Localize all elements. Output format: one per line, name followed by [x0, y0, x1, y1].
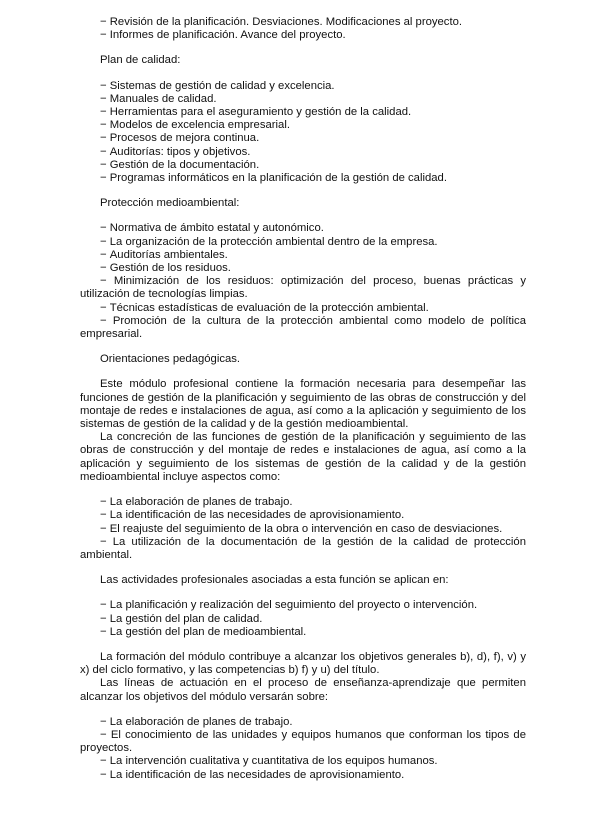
list-item: − La planificación y realización del seguimiento del proyecto o intervención. [80, 599, 526, 612]
paragraph: La concreción de las funciones de gestión de la planificación y seguimiento de las obras de construcción y del montaje de redes e instalaciones de agua, así como a la aplicación y seguimiento de los sistemas de gestión de la calidad y de la gestión medioambiental incluye aspectos como: [80, 431, 526, 483]
list-item: − Modelos de excelencia empresarial. [80, 119, 526, 132]
section-heading-medioambiental: Protección medioambiental: [100, 197, 240, 210]
list-item: − Auditorías ambientales. [80, 249, 526, 262]
list-item: − La identificación de las necesidades de aprovisionamiento. [80, 769, 526, 782]
paragraph: La formación del módulo contribuye a alcanzar los objetivos generales b), d), f), v) y x) del ciclo formativo, y las competencias b) f) y u) del título. [80, 650, 526, 677]
list-item: − Herramientas para el aseguramiento y gestión de la calidad. [80, 106, 526, 119]
list-item: − La intervención cualitativa y cuantitativa de los equipos humanos. [80, 755, 526, 768]
list-item: − Gestión de la documentación. [80, 159, 526, 172]
list-item: − Técnicas estadísticas de evaluación de la protección ambiental. [80, 302, 526, 315]
list-item: − Procesos de mejora continua. [80, 132, 526, 145]
document-page [80, 16, 526, 782]
list-item: − Promoción de la cultura de la protección ambiental como modelo de política empresarial. [80, 315, 526, 341]
paragraph: Este módulo profesional contiene la formación necesaria para desempeñar las funciones de gestión de la planificación y seguimiento de las obras de construcción y del montaje de redes e instalaciones de agua, así como a la aplicación y seguimiento de los sistemas de gestión de la calidad y de la gestión medioambiental. [80, 378, 526, 431]
list-item: − El conocimiento de las unidades y equipos humanos que conforman los tipos de proyectos. [80, 729, 526, 755]
section-heading-calidad: Plan de calidad: [100, 54, 181, 67]
list-item: − Manuales de calidad. [80, 93, 526, 106]
list-item: − Revisión de la planificación. Desviaciones. Modificaciones al proyecto. [80, 16, 526, 29]
paragraph: Las actividades profesionales asociadas a esta función se aplican en: [100, 574, 449, 587]
list-item: − Informes de planificación. Avance del proyecto. [80, 29, 526, 42]
list-item: − Gestión de los residuos. [80, 262, 526, 275]
list-item: − Programas informáticos en la planificación de la gestión de calidad. [80, 172, 526, 185]
list-item: − Auditorías: tipos y objetivos. [80, 146, 526, 159]
list-item: − La utilización de la documentación de la gestión de la calidad de protección ambiental. [80, 536, 526, 562]
section-heading-orientaciones: Orientaciones pedagógicas. [100, 353, 241, 366]
list-item: − La gestión del plan de medioambiental. [80, 626, 526, 639]
list-item: − La elaboración de planes de trabajo. [80, 496, 526, 509]
paragraph: Las líneas de actuación en el proceso de enseñanza-aprendizaje que permiten alcanzar los objetivos del módulo versarán sobre: [80, 677, 526, 703]
list-item: − Minimización de los residuos: optimización del proceso, buenas prácticas y utilización de tecnologías limpias. [80, 275, 526, 301]
list-item: − Sistemas de gestión de calidad y excelencia. [80, 80, 526, 93]
list-item: − La elaboración de planes de trabajo. [80, 716, 526, 729]
list-item: − La identificación de las necesidades de aprovisionamiento. [80, 509, 526, 522]
list-item: − El reajuste del seguimiento de la obra o intervención en caso de desviaciones. [80, 523, 526, 536]
list-item: − La gestión del plan de calidad. [80, 613, 526, 626]
list-item: − La organización de la protección ambiental dentro de la empresa. [80, 236, 526, 249]
list-item: − Normativa de ámbito estatal y autonómico. [80, 222, 526, 235]
